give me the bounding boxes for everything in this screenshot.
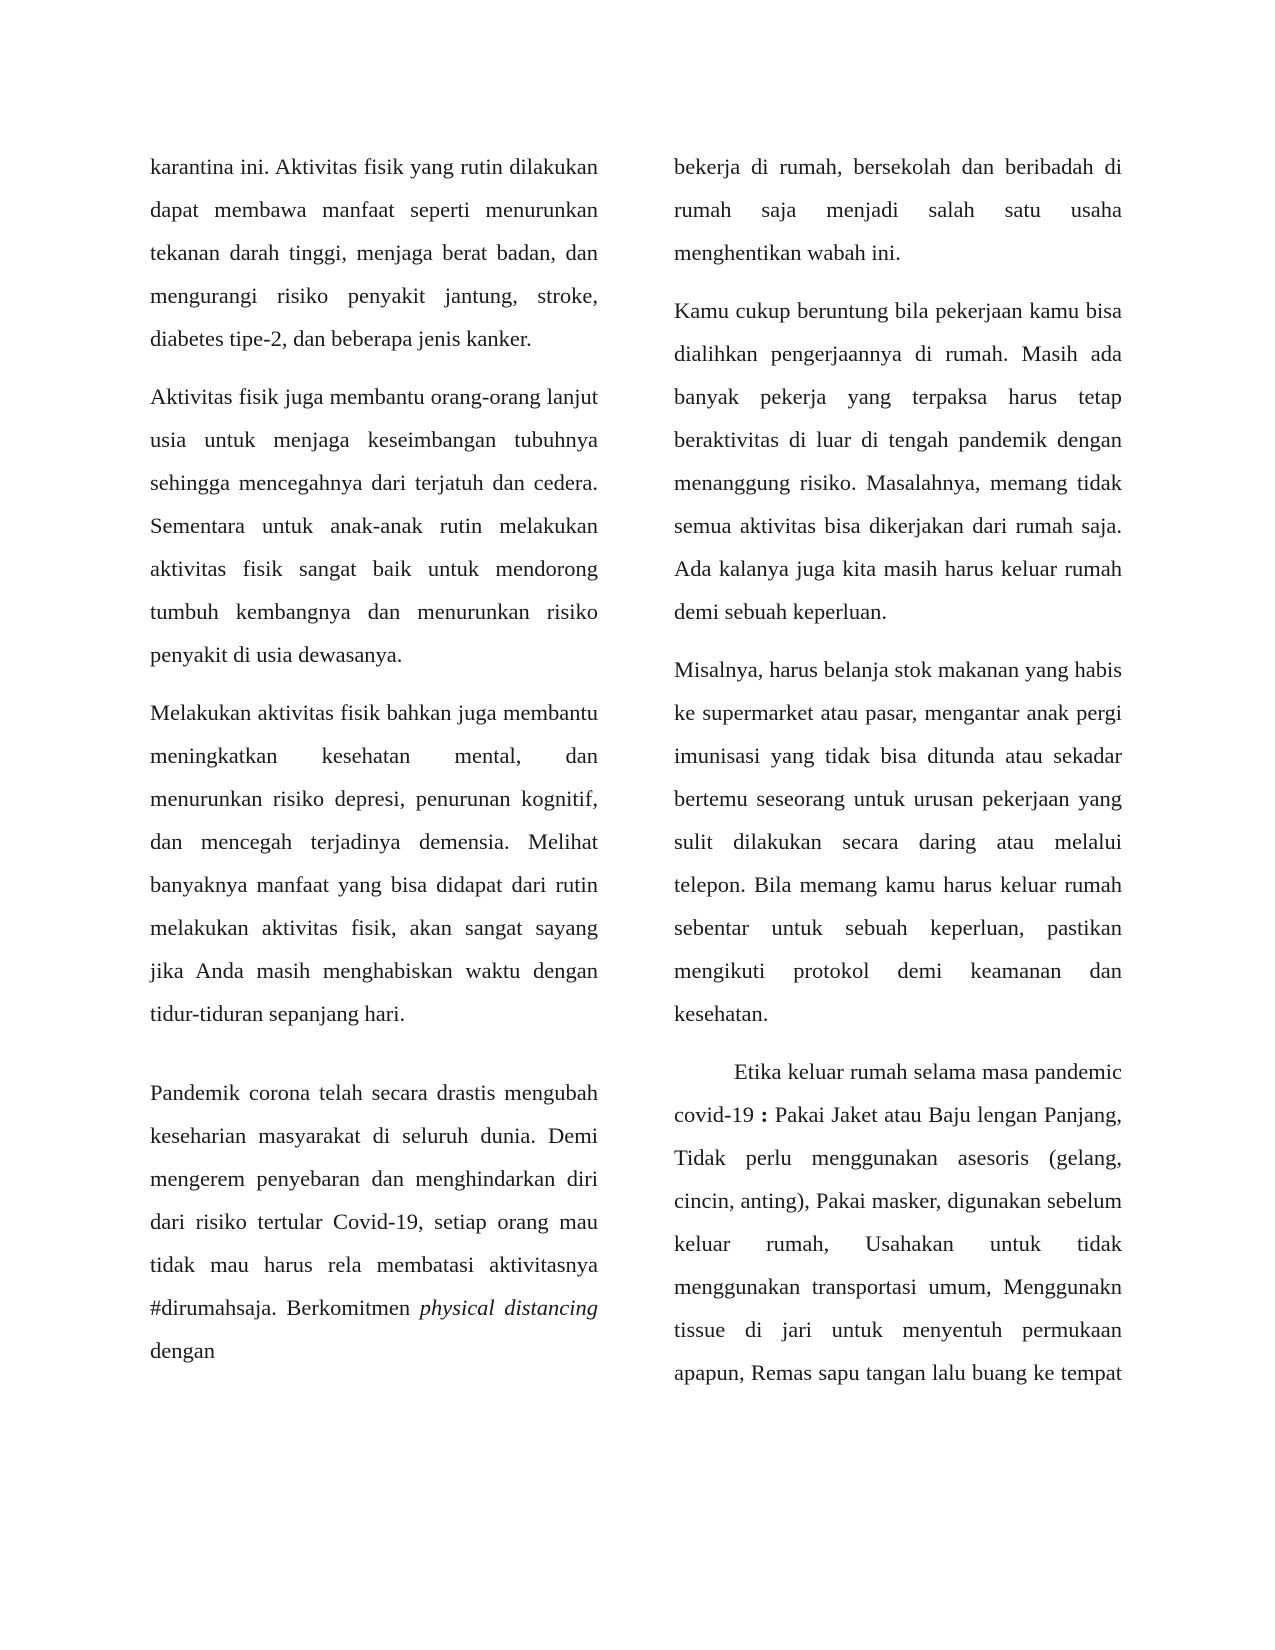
paragraph-lucky-workers: Kamu cukup beruntung bila pekerjaan kamu bisa dialihkan pengerjaannya di rumah. Masih ada banyak pekerja yang terpaksa harus tetap beraktivitas di luar di tengah pandemik dengan menanggung risiko. Masalahnya, memang tidak semua aktivitas bisa dikerjakan dari rumah saja. Ada kalanya juga kita masih harus keluar rumah demi sebuah keperluan.: [674, 298, 1122, 624]
paragraph-mental-health: Melakukan aktivitas fisik bahkan juga membantu meningkatkan kesehatan mental, dan menurunkan risiko depresi, penurunan kognitif, dan mencegah terjadinya demensia. Melihat banyaknya manfaat yang bisa didapat dari rutin melakukan aktivitas fisik, akan sangat sayang jika Anda masih menghabiskan waktu dengan tidur-tiduran sepanjang hari.: [150, 700, 598, 1026]
paragraph-work-from-home: bekerja di rumah, bersekolah dan beribadah di rumah saja menjadi salah satu usaha menghentikan wabah ini.: [674, 154, 1122, 265]
paragraph-etiquette: [674, 1050, 1122, 1394]
etiquette-heading-text: Etika keluar rumah selama masa pandemic covid-19: [674, 1059, 1122, 1127]
paragraph-pandemic-intro: [150, 1071, 598, 1372]
etiquette-colon: :: [760, 1102, 769, 1127]
pandemic-intro-italic: physical distancing: [419, 1295, 598, 1320]
paragraph-examples-going-out: Misalnya, harus belanja stok makanan yang habis ke supermarket atau pasar, mengantar anak pergi imunisasi yang tidak bisa ditunda atau sekadar bertemu seseorang untuk urusan pekerjaan yang sulit dilakukan secara daring atau melalui telepon. Bila memang kamu harus keluar rumah sebentar untuk sebuah keperluan, pastikan mengikuti protokol demi keamanan dan kesehatan.: [674, 657, 1122, 1026]
pandemic-intro-text: Pandemik corona telah secara drastis mengubah keseharian masyarakat di seluruh dunia. Demi mengerem penyebaran dan menghindarkan diri dari risiko tertular Covid-19, setiap orang mau tidak mau harus rela membatasi aktivitasnya #dirumahsaja. Berkomitmen: [150, 1080, 598, 1320]
paragraph-physical-activity-benefits: karantina ini. Aktivitas fisik yang rutin dilakukan dapat membawa manfaat seperti menurunkan tekanan darah tinggi, menjaga berat badan, dan mengurangi risiko penyakit jantung, stroke, diabetes tipe-2, dan beberapa jenis kanker.: [150, 154, 598, 351]
etiquette-list-text: Pakai Jaket atau Baju lengan Panjang, Tidak perlu menggunakan asesoris (gelang, cincin, anting), Pakai masker, digunakan sebelum keluar rumah, Usahakan untuk tidak menggunakan transportasi umum, Menggunakn tissue di jari untuk menyentuh permukaan apapun, Remas sapu tangan lalu buang ke tempat: [674, 1102, 1123, 1385]
paragraph-elderly-children: Aktivitas fisik juga membantu orang-orang lanjut usia untuk menjaga keseimbangan tubuhnya sehingga mencegahnya dari terjatuh dan cedera. Sementara untuk anak-anak rutin melakukan aktivitas fisik sangat baik untuk mendorong tumbuh kembangnya dan menurunkan risiko penyakit di usia dewasanya.: [150, 384, 598, 667]
left-column: [150, 145, 598, 1372]
pandemic-intro-end: dengan: [150, 1338, 215, 1363]
right-column: [674, 145, 1122, 1394]
